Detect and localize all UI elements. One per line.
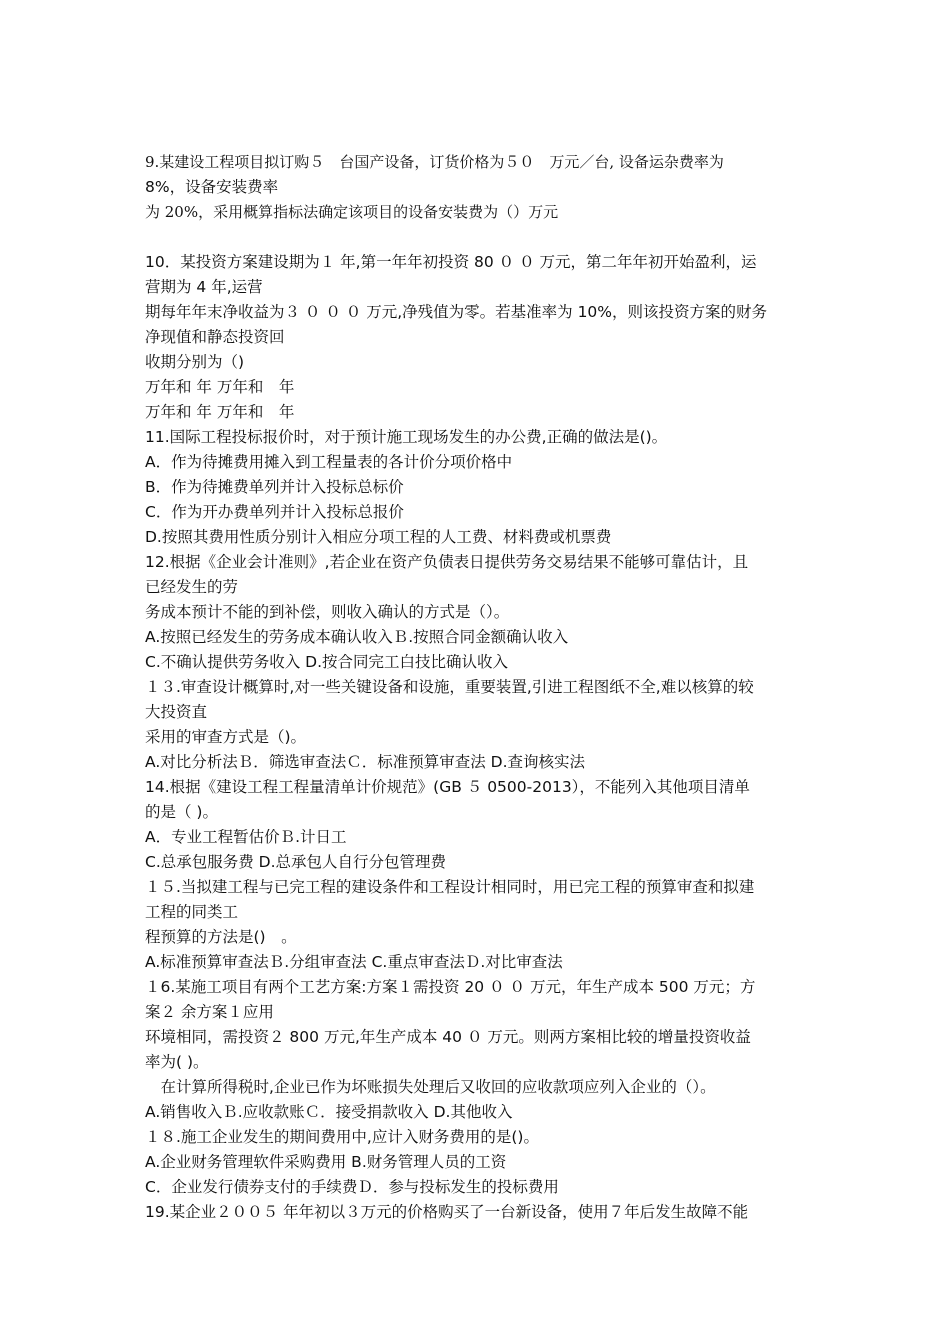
question-9-line-2: 8%，设备安装费率 [145,178,279,196]
question-15-line-3: 程预算的方法是() 。 [145,928,297,946]
question-16-line-3: 环境相同，需投资２ 800 万元,年生产成本 40 ０ 万元。则两方案相比较的增量投资收益 [145,1028,751,1046]
question-12-line-1: 12.根据《企业会计准则》,若企业在资产负债表日提供劳务交易结果不能够可靠估计，且 [145,553,749,571]
question-14-line-2: 的是（ )。 [145,803,218,821]
question-11-option-d: D.按照其费用性质分别计入相应分项工程的人工费、材料费或机票费 [145,528,612,546]
question-18-options-ab: A.企业财务管理软件采购费用 B.财务管理人员的工资 [145,1153,507,1171]
question-13-options: A.对比分析法Ｂ．筛选审查法Ｃ．标准预算审查法 D.查询核实法 [145,753,586,771]
question-18-stem: １８.施工企业发生的期间费用中,应计入财务费用的是()。 [145,1128,539,1146]
question-16-line-2: 案２ 余方案１应用 [145,1003,274,1021]
question-11-option-a: A．作为待摊费用摊入到工程量表的各计价分项价格中 [145,453,513,471]
question-11-option-b: B．作为待摊费单列并计入投标总标价 [145,478,404,496]
question-19-line-1: 19.某企业２００５ 年年初以３万元的价格购买了一台新设备，使用７年后发生故障不能 [145,1203,749,1221]
question-11-option-c: C．作为开办费单列并计入投标总报价 [145,503,404,521]
question-16-line-4: 率为( )。 [145,1053,209,1071]
question-15-line-1: １５.当拟建工程与已完工程的建设条件和工程设计相同时，用已完工程的预算审查和拟建 [145,878,755,896]
question-15-options: A.标准预算审查法Ｂ.分组审查法 C.重点审查法Ｄ.对比审查法 [145,953,563,971]
question-14-options-ab: A．专业工程暂估价Ｂ.计日工 [145,828,347,846]
question-10-line-2: 营期为 4 年,运营 [145,278,263,296]
question-13-line-3: 采用的审查方式是（)。 [145,728,307,746]
question-9-line-1: 9.某建设工程项目拟订购５ 台国产设备，订货价格为５０ 万元／台, 设备运杂费率为 [145,153,724,171]
question-17-options: A.销售收入Ｂ.应收款账Ｃ．接受捐款收入 D.其他收入 [145,1103,513,1121]
question-12-options-ab: A.按照已经发生的劳务成本确认收入Ｂ.按照合同金额确认收入 [145,628,569,646]
question-11-stem: 11.国际工程投标报价时，对于预计施工现场发生的办公费,正确的做法是()。 [145,428,668,446]
question-9-line-3: 为 20%，采用概算指标法确定该项目的设备安装费为（）万元 [145,203,559,221]
question-10-options-2: 万年和 年 万年和 年 [145,403,295,421]
question-10-options-1: 万年和 年 万年和 年 [145,378,295,396]
question-17-stem: 在计算所得税时,企业已作为坏账损失处理后又收回的应收款项应列入企业的（）。 [145,1078,716,1096]
question-14-options-cd: C.总承包服务费 D.总承包人自行分包管理费 [145,853,447,871]
question-16-line-1: １6.某施工项目有两个工艺方案:方案１需投资 20 ０ ０ 万元，年生产成本 500 万元；方 [145,978,756,996]
question-12-options-cd: C.不确认提供劳务收入 D.按合同完工白技比确认收入 [145,653,509,671]
question-10-line-4: 净现值和静态投资回 [145,328,285,346]
question-13-line-1: １３.审查设计概算时,对一些关键设备和设施，重要装置,引进工程图纸不全,难以核算的较 [145,678,754,696]
question-12-line-2: 已经发生的劳 [145,578,239,596]
question-10-line-1: 10．某投资方案建设期为１ 年,第一年年初投资 80 ０ ０ 万元，第二年年初开始盈利，运 [145,253,757,271]
question-14-line-1: 14.根据《建设工程工程量清单计价规范》(GB ５ 0500-2013），不能列入其他项目清单 [145,778,750,796]
question-10-line-5: 收期分别为（) [145,353,245,371]
question-12-line-3: 务成本预计不能的到补偿，则收入确认的方式是（）。 [145,603,510,621]
question-18-options-cd: C．企业发行债券支付的手续费Ｄ．参与投标发生的投标费用 [145,1178,559,1196]
question-15-line-2: 工程的同类工 [145,903,239,921]
question-13-line-2: 大投资直 [145,703,208,721]
question-10-line-3: 期每年年末净收益为３ ０ ０ ０ 万元,净残值为零。若基准率为 10%，则该投资方案的财务 [145,303,768,321]
